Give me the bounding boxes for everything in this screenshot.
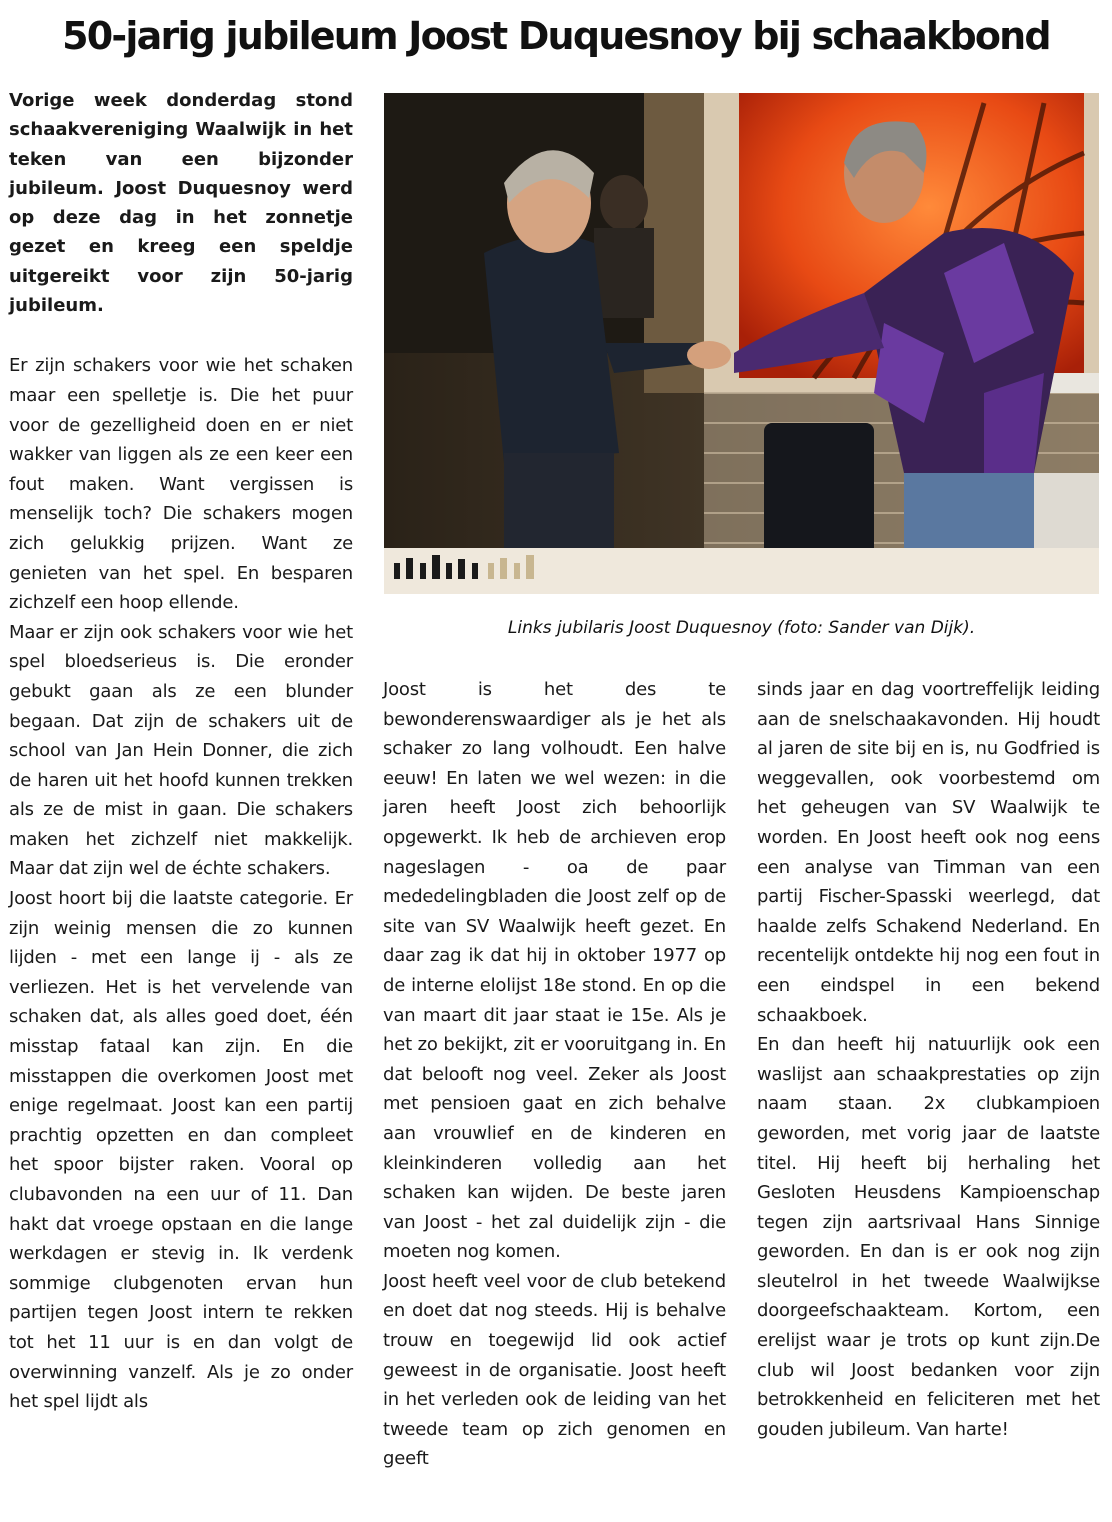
article-headline: 50-jarig jubileum Joost Duquesnoy bij schaakbond — [62, 14, 1050, 58]
article-paragraph: En dan heeft hij natuurlijk ook een waslijst aan schaakprestaties op zijn naam staan. 2x clubkampioen geworden, met vorig jaar de laatste titel. Hij heeft bij herhaling het Gesloten Heusdens Kampioenschap tegen zijn aartsrivaal Hans Sinnige geworden. En dan is er ook nog zijn sleutelrol in het tweede Waalwijkse doorgeefschaakteam. Kortom, een erelijst waar je trots op kunt zijn.De club wil Joost bedanken voor zijn betrokkenheid en feliciteren met het gouden jubileum. Van harte! — [757, 1034, 1100, 1440]
article-paragraph: Joost heeft veel voor de club betekend en doet dat nog steeds. Hij is behalve trouw en toegewijd lid ook actief geweest in de organisatie. Joost heeft in het verleden ook de leiding van het tweede team op zich genomen en geeft — [383, 1270, 726, 1470]
handshake-photo-illustration — [384, 93, 1099, 594]
article-column-3 — [757, 675, 1100, 1444]
article-column-2 — [383, 675, 726, 1474]
article-photo — [384, 93, 1099, 594]
article-lead: Vorige week donderdag stond schaakvereniging Waalwijk in het teken van een bijzonder jubileum. Joost Duquesnoy werd op deze dag in het zonnetje gezet en kreeg een speldje uitgereikt voor zijn 50-jarig jubileum. — [9, 90, 353, 317]
article-paragraph: Er zijn schakers voor wie het schaken maar een spelletje is. Die het puur voor de gezelligheid doen en er niet wakker van liggen als ze een keer een fout maken. Want vergissen is menselijk toch? Die schakers mogen zich gelukkig prijzen. Want ze genieten van het spel. En besparen zichzelf een hoop ellende. — [9, 355, 353, 614]
article-paragraph: Maar er zijn ook schakers voor wie het spel bloedserieus is. Die eronder gebukt gaan als ze een blunder begaan. Dat zijn de schakers uit de school van Jan Hein Donner, die zich de haren uit het hoofd kunnen trekken als ze de mist in gaan. Die schakers maken het zichzelf niet makkelijk. Maar dat zijn wel de échte schakers. — [9, 621, 353, 880]
article-column-1 — [9, 86, 353, 1417]
article-paragraph: sinds jaar en dag voortreffelijk leiding aan de snelschaakavonden. Hij houdt al jaren de site bij en is, nu Godfried is weggevallen, ook voorbestemd om het geheugen van SV Waalwijk te worden. En Joost heeft ook nog eens een analyse van Timman van een partij Fischer-Spasski weerlegd, dat haalde zelfs Schakend Nederland. En recentelijk ontdekte hij nog een fout in een eindspel in een bekend schaakboek. — [757, 679, 1100, 1026]
article-paragraph: Joost hoort bij die laatste categorie. Er zijn weinig mensen die zo kunnen lijden - met een lange ij - als ze verliezen. Het is het vervelende van schaken dat, als alles goed doet, één misstap fataal kan zijn. En die misstappen die overkomen Joost met enige regelmaat. Joost kan een partij prachtig opzetten en dan compleet het spoor bijster raken. Vooral op clubavonden na een uur of 11. Dan hakt dat vroege opstaan en die lange werkdagen er stevig in. Ik verdenk sommige clubgenoten ervan hun partijen tegen Joost intern te rekken tot het 11 uur is en dan volgt de overwinning vanzelf. Als je zo onder het spel lijdt als — [9, 888, 353, 1413]
article-paragraph: Joost is het des te bewonderenswaardiger als je het als schaker zo lang volhoudt. Een halve eeuw! En laten we wel wezen: in die jaren heeft Joost zich behoorlijk opgewerkt. Ik heb de archieven erop nageslagen - oa de paar mededelingbladen die Joost zelf op de site van SV Waalwijk heeft gezet. En daar zag ik dat hij in oktober 1977 op de interne elolijst 18e stond. En op die van maart dit jaar staat ie 15e. Als je het zo bekijkt, zit er vooruitgang in. En dat belooft nog veel. Zeker als Joost met pensioen gaat en zich behalve aan vrouwlief en de kinderen en kleinkinderen volledig aan het schaken kan wijden. De beste jaren van Joost - het zal duidelijk zijn - die moeten nog komen. — [383, 679, 726, 1263]
photo-caption: Links jubilaris Joost Duquesnoy (foto: Sander van Dijk). — [507, 618, 976, 638]
